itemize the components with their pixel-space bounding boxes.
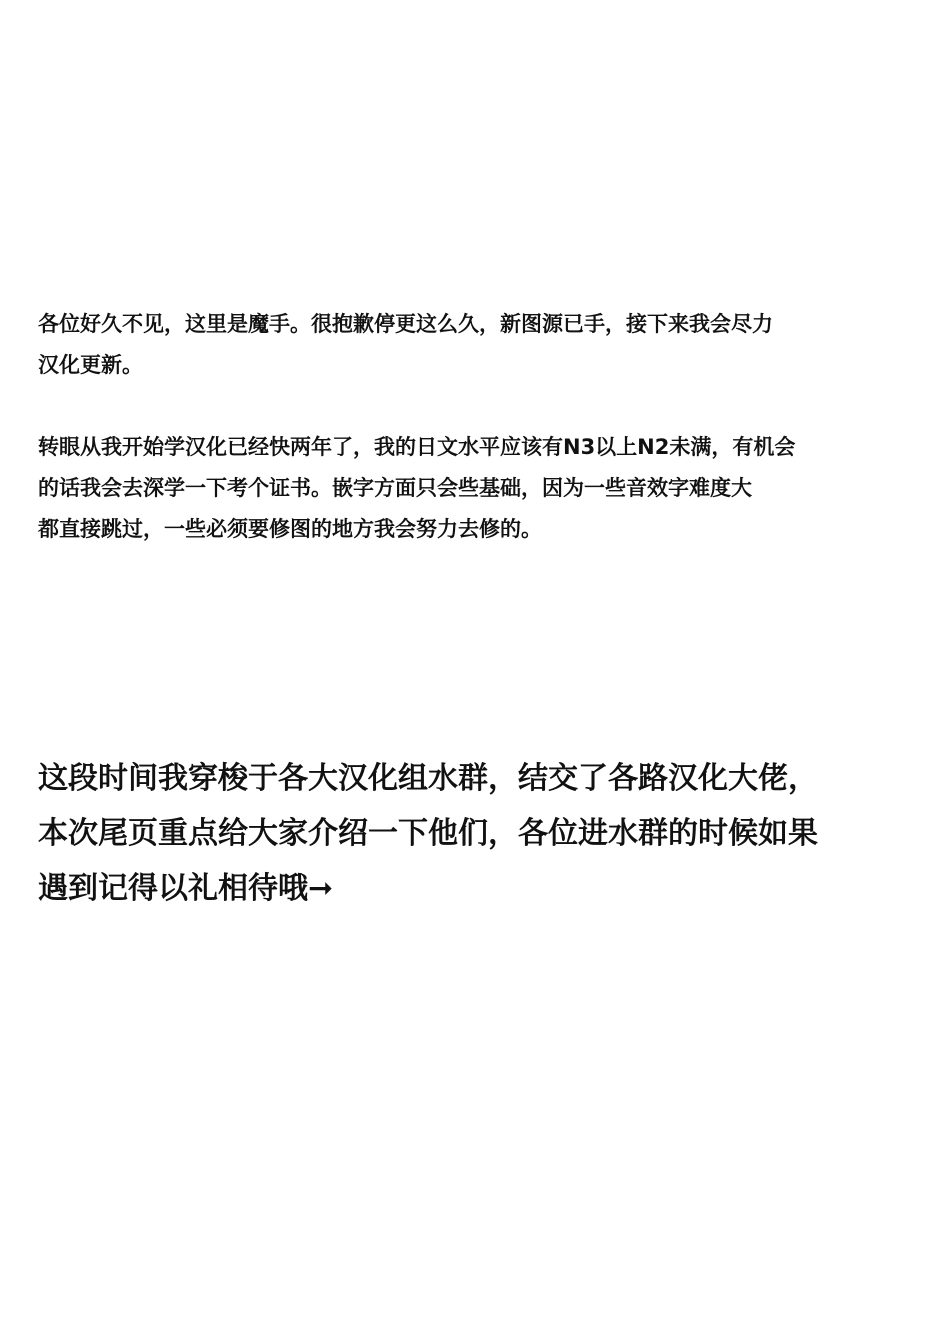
skills-line-1: 转眼从我开始学汉化已经快两年了，我的日文水平应该有N3以上N2未满，有机会 [38,435,796,459]
skills-paragraph [38,427,795,550]
intro-line-1: 各位好久不见，这里是魔手。很抱歉停更这么久，新图源已手，接下来我会尽力 [38,312,773,336]
closing-line-2: 本次尾页重点给大家介绍一下他们，各位进水群的时候如果 [38,816,818,851]
intro-line-2: 汉化更新。 [38,353,143,377]
skills-line-3: 都直接跳过，一些必须要修图的地方我会努力去修的。 [38,517,542,541]
closing-line-1: 这段时间我穿梭于各大汉化组水群，结交了各路汉化大佬， [38,761,818,796]
skills-line-2: 的话我会去深学一下考个证书。嵌字方面只会些基础，因为一些音效字难度大 [38,476,752,500]
closing-paragraph [38,751,818,916]
closing-line-3: 遇到记得以礼相待哦➞ [38,871,334,906]
intro-paragraph [38,304,773,386]
